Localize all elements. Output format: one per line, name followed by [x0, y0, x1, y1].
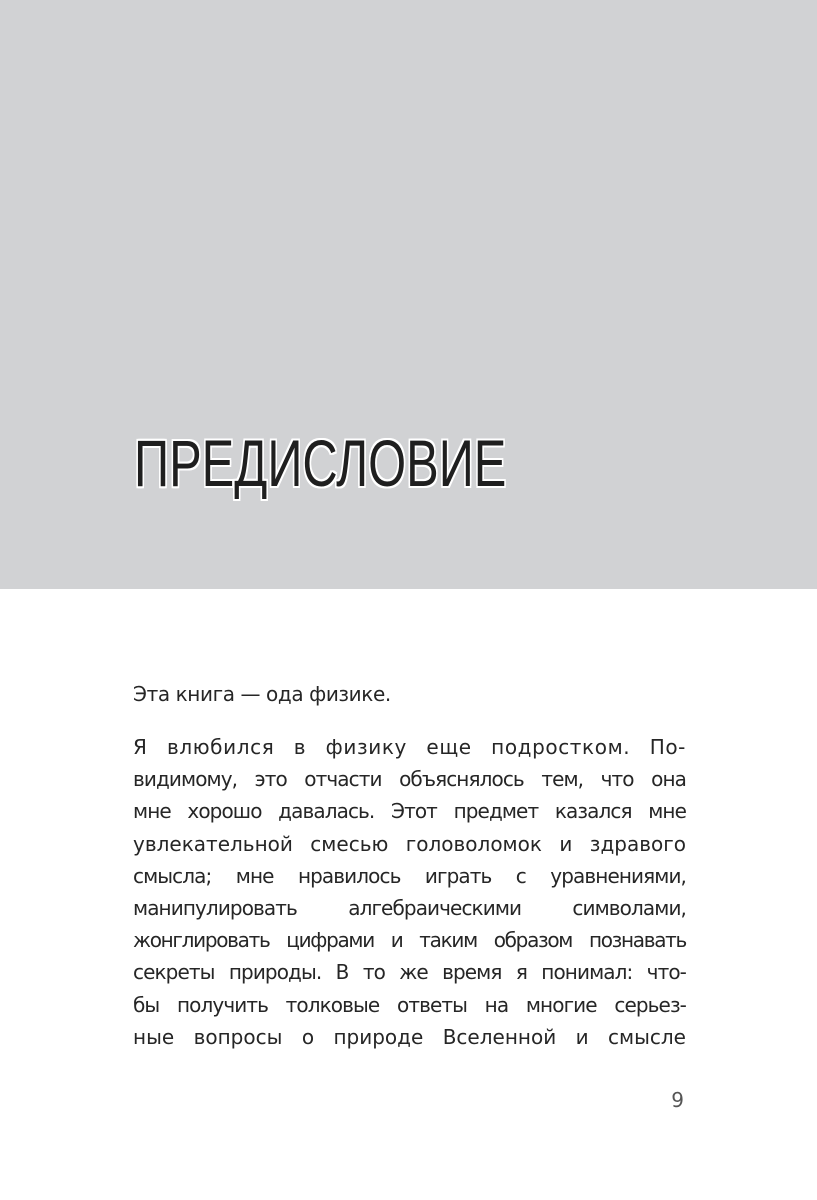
page-number: 9: [671, 1088, 684, 1112]
text-line: смысла; мне нравилось играть с уравнениями,: [133, 863, 686, 888]
text-line: мне хорошо давалась. Этот предмет казался мне: [133, 799, 686, 824]
text-line: видимому, это отчасти объяснялось тем, что она: [133, 767, 686, 792]
text-line: бы получить толковые ответы на многие серьез-: [133, 992, 686, 1017]
body-text: [133, 672, 686, 1053]
chapter-title: ПРЕДИСЛОВИЕ: [134, 426, 507, 500]
text-line: жонглировать цифрами и таким образом познавать: [133, 928, 686, 953]
text-line: манипулировать алгебраическими символами,: [133, 895, 686, 920]
text-line: увлекательной смесью головоломок и здравого: [133, 831, 686, 856]
text-line: секреты природы. В то же время я понимал: что-: [133, 960, 686, 985]
paragraph: [133, 731, 686, 1053]
lead-sentence: Эта книга — ода физике.: [133, 682, 391, 706]
text-line: Я влюбился в физику еще подростком. По-: [133, 735, 686, 759]
chapter-header-band: [0, 0, 817, 589]
text-line: ные вопросы о природе Вселенной и смысле: [133, 1024, 686, 1049]
